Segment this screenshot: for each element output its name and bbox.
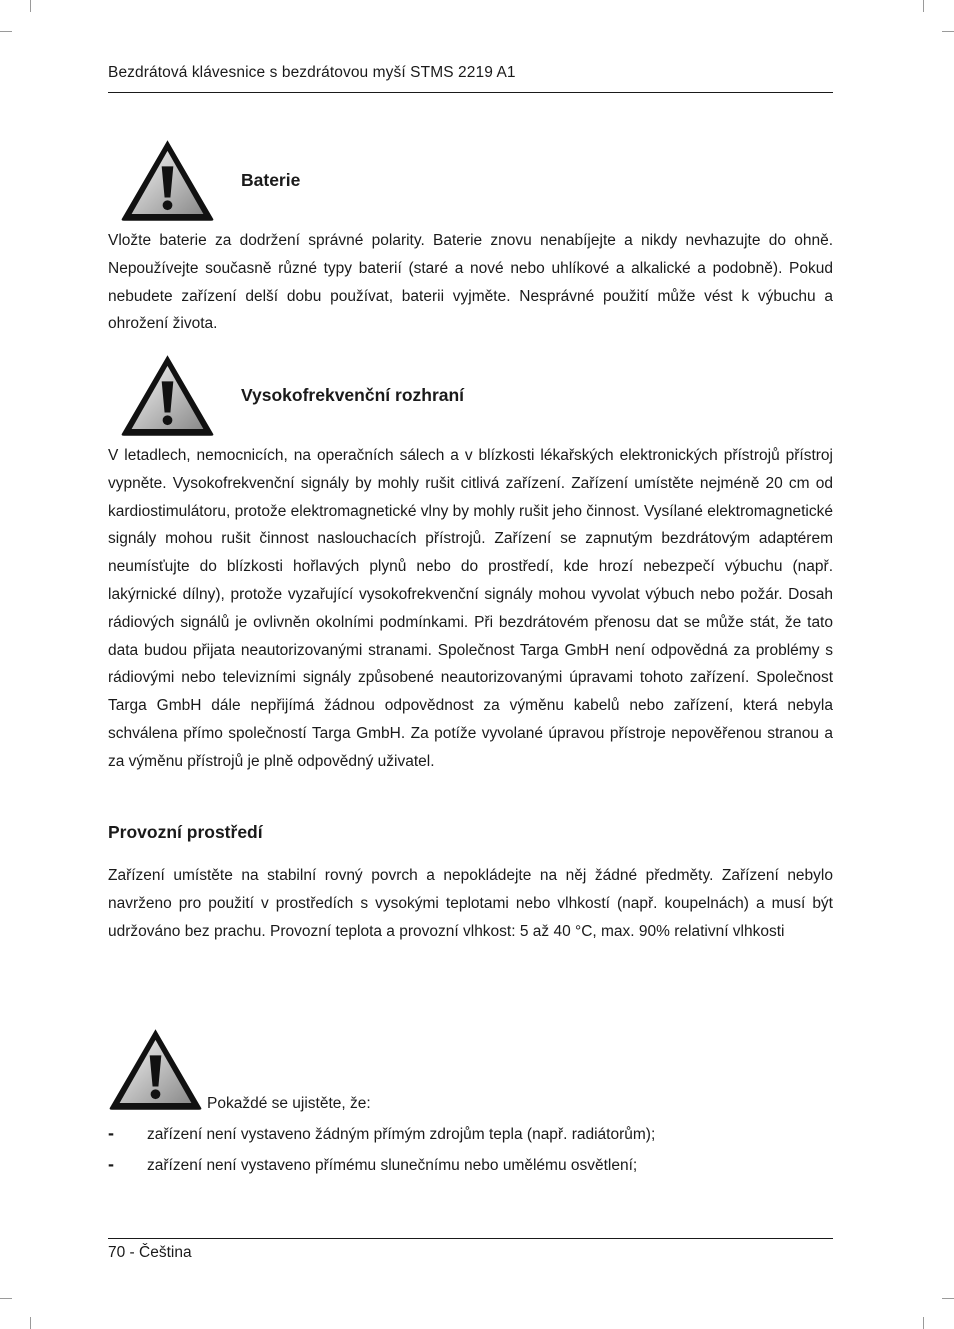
crop-mark <box>942 1298 954 1299</box>
crop-mark <box>923 0 924 12</box>
paragraph-environment: Zařízení umístěte na stabilní rovný povrch a nepokládejte na něj žádné předměty. Zařízení nebylo navrženo pro použití v prostředích s vysokými teplotami nebo vlhkostí (např. koupelnách) a musí být udržováno bez prachu. Provozní teplota a provozní vlhkost: 5 až 40 °C, max. 90% relativní vlhkosti <box>108 867 833 940</box>
paragraph-battery: Vložte baterie za dodržení správné polarity. Baterie znovu nenabíjejte a nikdy nevhazujte do ohně. Nepoužívejte současně různé typy baterií (staré a nové nebo uhlíkové a alkalické a podobně). Pokud nebudete zařízení delší dobu používat, baterii vyjměte. Nesprávné použití může vést k výbuchu a ohrožení života. <box>108 232 833 333</box>
page-footer: 70 - Čeština <box>108 1244 192 1261</box>
crop-mark <box>0 31 12 32</box>
crop-mark <box>30 1317 31 1329</box>
warning-triangle-icon <box>119 137 216 223</box>
list-item: zařízení není vystaveno přímému slunečnímu nebo umělému osvětlení; <box>147 1157 638 1174</box>
list-bullet: - <box>108 1123 114 1143</box>
list-bullet: - <box>108 1154 114 1174</box>
section-title-environment: Provozní prostředí <box>108 822 263 842</box>
header-title: Bezdrátová klávesnice s bezdrátovou myší STMS 2219 A1 <box>108 64 516 81</box>
header-rule <box>108 92 833 93</box>
crop-mark <box>30 0 31 12</box>
section-title-battery: Baterie <box>241 170 301 190</box>
checklist-intro: Pokaždé se ujistěte, že: <box>207 1095 371 1112</box>
warning-triangle-icon <box>119 352 216 438</box>
crop-mark <box>923 1317 924 1329</box>
section-title-rf: Vysokofrekvenční rozhraní <box>241 385 465 405</box>
warning-triangle-icon <box>107 1026 204 1112</box>
paragraph-rf: V letadlech, nemocnicích, na operačních sálech a v blízkosti lékařských elektronických přístrojů přístroj vypněte. Vysokofrekvenční signály by mohly rušit citlivá zařízení. Zařízení umístěte nejméně 20 cm od kardiostimulátoru, protože elektromagnetické vlny by mohly rušit jeho činnost. Vysílané elektromagnetické signály mohou rušit činnost naslouchacích přístrojů. Zařízení se zapnutým bezdrátovým adaptérem neumísťujte do blízkosti hořlavých plynů nebo do prostředí, kde hrozí nebezpečí výbuchu (např. lakýrnické dílny), protože vyzařující vysokofrekvenční signály mohou vyvolat výbuch nebo požár. Dosah rádiových signálů je ovlivněn okolními podmínkami. Při bezdrátovém přenosu dat se může stát, že tato data budou přijata neautorizovanými stranami. Společnost Targa GmbH není odpovědná za problémy s rádiovými nebo televizními signály způsobené neautorizovanými úpravami tohoto zařízení. Společnost Targa GmbH dále nepřijímá žádnou odpovědnost za výměnu kabelů nebo zařízení, která nebyla schválena přímo společností Targa GmbH. Za potíže vyvolané úpravou přístroje nepověřenou stranou a za výměnu přístrojů je plně odpovědný uživatel. <box>108 447 833 770</box>
crop-mark <box>942 31 954 32</box>
crop-mark <box>0 1298 12 1299</box>
list-item: zařízení není vystaveno žádným přímým zdrojům tepla (např. radiátorům); <box>147 1126 656 1143</box>
footer-rule <box>108 1238 833 1239</box>
